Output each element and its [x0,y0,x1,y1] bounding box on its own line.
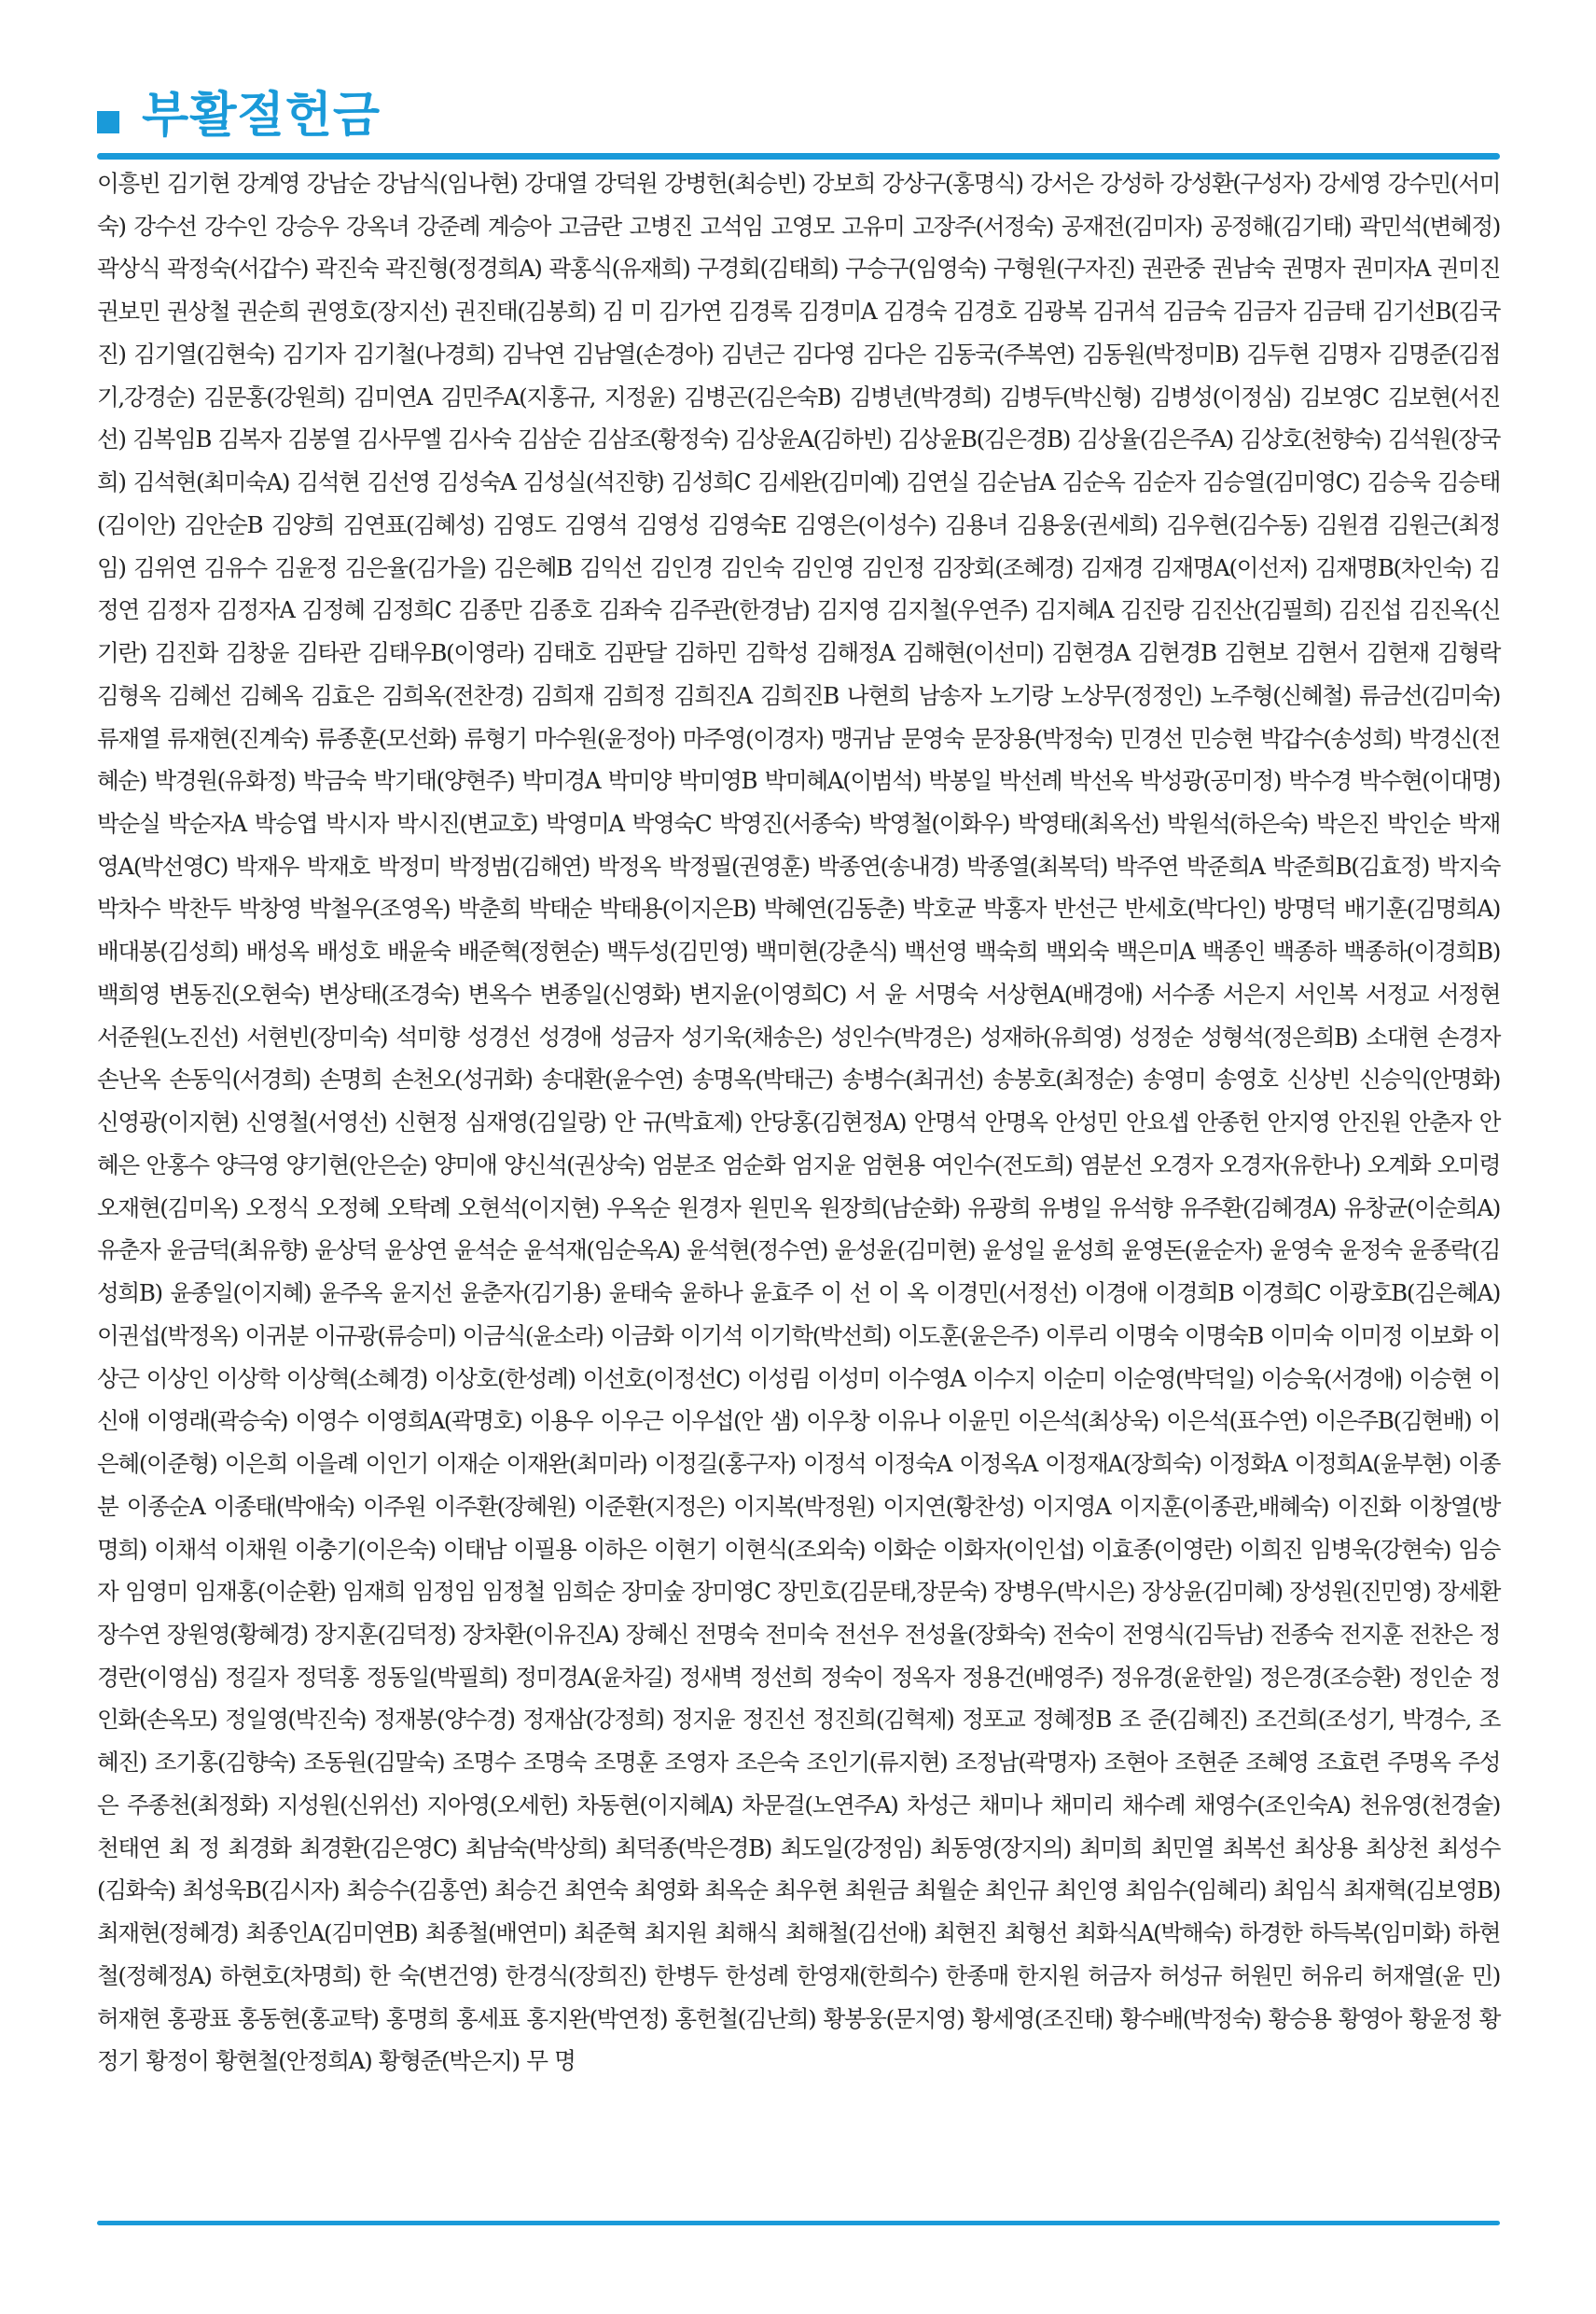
page-title: 부활절헌금 [142,88,382,144]
donor-list: 이흥빈 김기현 강계영 강남순 강남식(임나현) 강대열 강덕원 강병헌(최승빈) 강보희 강상구(홍명식) 강서은 강성하 강성환(구성자) 강세영 강수민(서미숙) 강수선 강수인 강승우 강옥녀 강준례 계승아 고금란 고병진 고석임 고영모 고유미 고장주(서정숙) 공재전(김미자) 공정해(김기태) 곽민석(변혜정) 곽상식 곽정숙(서갑수) 곽진숙 곽진형(정경희A) 곽홍식(유재희) 구경회(김태희) 구승구(임영숙) 구형원(구자진) 권관중 권남숙 권명자 권미자A 권미진 권보민 권상철 권순희 권영호(장지선) 권진태(김봉희) 김 미 김가연 김경록 김경미A 김경숙 김경호 김광복 김귀석 김금숙 김금자 김금태 김기선B(김국진) 김기열(김현숙) 김기자 김기철(나경희) 김낙연 김남열(손경아) 김년근 김다영 김다은 김동국(주복연) 김동원(박정미B) 김두현 김명자 김명준(김점기,강경순) 김문홍(강원희) 김미연A 김민주A(지홍규, 지정윤) 김병곤(김은숙B) 김병년(박경희) 김병두(박신형) 김병성(이정심) 김보영C 김보현(서진선) 김복임B 김복자 김봉열 김사무엘 김사숙 김삼순 김삼조(황정숙) 김상윤A(김하빈) 김상윤B(김은경B) 김상율(김은주A) 김상호(천향숙) 김석원(장국희) 김석현(최미숙A) 김석현 김선영 김성숙A 김성실(석진향) 김성희C 김세완(김미예) 김연실 김순남A 김순옥 김순자 김승열(김미영C) 김승욱 김승태(김이안) 김안순B 김양희 김연표(김혜성) 김영도 김영석 김영성 김영숙E 김영은(이성수) 김용녀 김용웅(권세희) 김우현(김수동) 김원겸 김원근(최정임) 김위연 김유수 김윤정 김은율(김가을) 김은혜B 김익선 김인경 김인숙 김인영 김인정 김장회(조혜경) 김재경 김재명A(이선저) 김재명B(차인숙) 김정연 김정자 김정자A 김정혜 김정희C 김종만 김종호 김좌숙 김주관(한경남) 김지영 김지철(우연주) 김지혜A 김진랑 김진산(김필희) 김진섭 김진옥(신기란) 김진화 김창윤 김타관 김태우B(이영라) 김태호 김판달 김하민 김학성 김해정A 김해현(이선미) 김현경A 김현경B 김현보 김현서 김현재 김형락 김형옥 김혜선 김혜옥 김효은 김희옥(전찬경) 김희재 김희정 김희진A 김희진B 나현희 남송자 노기랑 노상무(정정인) 노주형(신혜철) 류금선(김미숙) 류재열 류재현(진계숙) 류종훈(모선화) 류형기 마수원(윤정아) 마주영(이경자) 맹귀남 문영숙 문장용(박정숙) 민경선 민승현 박갑수(송성희) 박경신(전혜순) 박경원(유화정) 박금숙 박기태(양현주) 박미경A 박미양 박미영B 박미혜A(이범석) 박봉일 박선례 박선옥 박성광(공미정) 박수경 박수현(이대명) 박순실 박순자A 박승엽 박시자 박시진(변교호) 박영미A 박영숙C 박영진(서종숙) 박영철(이화우) 박영태(최옥선) 박원석(하은숙) 박은진 박인순 박재영A(박선영C) 박재우 박재호 박정미 박정범(김해연) 박정옥 박정필(권영훈) 박종연(송내경) 박종열(최복덕) 박주연 박준희A 박준희B(김효정) 박지숙 박차수 박찬두 박창영 박철우(조영옥) 박춘희 박태순 박태용(이지은B) 박혜연(김동춘) 박호균 박홍자 반선근 반세호(박다인) 방명덕 배기훈(김명희A) 배대봉(김성희) 배성옥 배성호 배윤숙 배준혁(정현순) 백두성(김민영) 백미현(강춘식) 백선영 백숙희 백외숙 백은미A 백종인 백종하 백종하(이경희B) 백희영 변동진(오현숙) 변상태(조경숙) 변옥수 변종일(신영화) 변지윤(이영희C) 서 윤 서명숙 서상현A(배경애) 서수종 서은지 서인복 서정교 서정현 서준원(노진선) 서현빈(장미숙) 석미향 성경선 성경애 성금자 성기욱(채송은) 성인수(박경은) 성재하(유희영) 성정순 성형석(정은희B) 소대현 손경자 손난옥 손동익(서경희) 손명희 손천오(성귀화) 송대환(윤수연) 송명옥(박태근) 송병수(최귀선) 송봉호(최정순) 송영미 송영호 신상빈 신승익(안명화) 신영광(이지현) 신영철(서영선) 신현정 심재영(김일랑) 안 규(박효제) 안당홍(김현정A) 안명석 안명옥 안성민 안요셉 안종헌 안지영 안진원 안춘자 안혜은 안홍수 양극영 양기현(안은순) 양미애 양신석(권상숙) 엄분조 엄순화 엄지윤 엄현용 여인수(전도희) 염분선 오경자 오경자(유한나) 오계화 오미령 오재현(김미옥) 오정식 오정혜 오탁례 오현석(이지현) 우옥순 원경자 원민옥 원장희(남순화) 유광희 유병일 유석향 유주환(김혜경A) 유창균(이순희A) 유춘자 윤금덕(최유향) 윤상덕 윤상연 윤석순 윤석재(임순옥A) 윤석현(정수연) 윤성윤(김미현) 윤성일 윤성희 윤영돈(윤순자) 윤영숙 윤정숙 윤종락(김성희B) 윤종일(이지혜) 윤주옥 윤지선 윤춘자(김기용) 윤태숙 윤하나 윤효주 이 선 이 옥 이경민(서정선) 이경애 이경희B 이경희C 이광호B(김은혜A) 이권섭(박정옥) 이귀분 이규광(류승미) 이금식(윤소라) 이금화 이기석 이기학(박선희) 이도훈(윤은주) 이루리 이명숙 이명숙B 이미숙 이미정 이보화 이상근 이상인 이상학 이상혁(소혜경) 이상호(한성례) 이선호(이정선C) 이성림 이성미 이수영A 이수지 이순미 이순영(박덕일) 이승욱(서경애) 이승현 이신애 이영래(곽승숙) 이영수 이영희A(곽명호) 이용우 이우근 이우섭(안 샘) 이우창 이유나 이윤민 이은석(최상욱) 이은석(표수연) 이은주B(김현배) 이은혜(이준형) 이은희 이을례 이인기 이재순 이재완(최미라) 이정길(홍구자) 이정석 이정숙A 이정옥A 이정재A(장희숙) 이정화A 이정희A(윤부현) 이종분 이종순A 이종태(박애숙) 이주원 이주환(장혜원) 이준환(지정은) 이지복(박정원) 이지연(황찬성) 이지영A 이지훈(이종관,배혜숙) 이진화 이창열(방명희) 이채석 이채원 이충기(이은숙) 이태남 이필용 이하은 이현기 이현식(조외숙) 이화순 이화자(이인섭) 이효종(이영란) 이희진 임병욱(강현숙) 임승자 임영미 임재홍(이순환) 임재희 임정임 임정철 임희순 장미숲 장미영C 장민호(김문태,장문숙) 장병우(박시은) 장상윤(김미혜) 장성원(진민영) 장세환 장수연 장원영(황혜경) 장지훈(김덕정) 장차환(이유진A) 장혜신 전명숙 전미숙 전선우 전성율(장화숙) 전숙이 전영식(김득남) 전종숙 전지훈 전찬은 정경란(이영심) 정길자 정덕홍 정동일(박필희) 정미경A(윤차길) 정새벽 정선희 정숙이 정옥자 정용건(배영주) 정유경(윤한일) 정은경(조승환) 정인순 정인화(손옥모) 정일영(박진숙) 정재봉(양수경) 정재삼(강정희) 정지윤 정진선 정진희(김혁제) 정포교 정혜정B 조 준(김혜진) 조건희(조성기, 박경수, 조혜진) 조기홍(김향숙) 조동원(김말숙) 조명수 조명숙 조명훈 조영자 조은숙 조인기(류지현) 조정남(곽명자) 조현아 조현준 조혜영 조효련 주명옥 주성은 주종천(최정화) 지성원(신위선) 지아영(오세헌) 차동현(이지혜A) 차문걸(노연주A) 차성근 채미나 채미리 채수례 채영수(조인숙A) 천유영(천경술) 천태연 최 정 최경화 최경환(김은영C) 최남숙(박상희) 최덕종(박은경B) 최도일(강정임) 최동영(장지의) 최미희 최민열 최복선 최상용 최상천 최성수(김화숙) 최성욱B(김시자) 최승수(김홍연) 최승건 최연숙 최영화 최옥순 최우현 최원금 최월순 최인규 최인영 최임수(임혜리) 최임식 최재혁(김보영B) 최재현(정혜경) 최종인A(김미연B) 최종철(배연미) 최준혁 최지원 최해식 최해철(김선애) 최현진 최형선 최화식A(박해숙) 하경한 하득복(임미화) 하현철(정혜정A) 하현호(차명희) 한 숙(변건영) 한경식(장희진) 한병두 한성례 한영재(한희수) 한종매 한지원 허금자 허성규 허원민 허유리 허재열(윤 민) 허재현 홍광표 홍동현(홍교탁) 홍명희 홍세표 홍지완(박연정) 홍헌철(김난희) 황봉웅(문지영) 황세영(조진태) 황수배(박정숙) 황승용 황영아 황윤정 황정기 황정이 황현철(안정희A) 황형준(박은지) 무 명 [97,170,1500,2075]
footer-divider [97,2221,1500,2225]
header-divider [97,153,1500,160]
square-bullet-icon [97,111,119,133]
section-header [97,78,381,153]
